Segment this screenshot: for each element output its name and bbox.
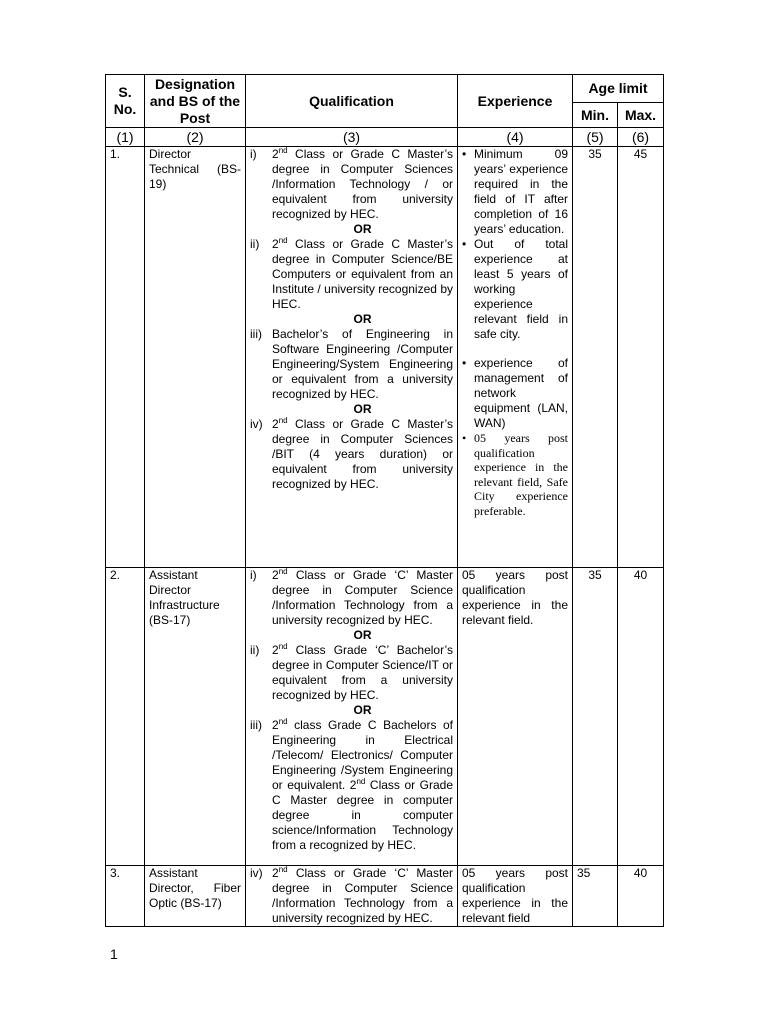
or-separator: OR: [353, 312, 372, 326]
column-number: (3): [246, 128, 458, 147]
or-separator: OR: [353, 703, 372, 717]
bullet-icon: •: [462, 356, 467, 370]
row-age-min: 35: [573, 866, 618, 927]
row-experience: [458, 147, 573, 568]
header-qualification: Qualification: [246, 75, 458, 128]
posts-table: [105, 74, 664, 927]
qualification-item: iii) Bachelor’s of Engineering in Software Engineering /Computer Engineering/System Engineering or equivalent from a university recognized by HEC.: [250, 327, 453, 401]
experience-item: • experience of management of network equipment (LAN, WAN): [462, 356, 568, 430]
row-qualification: [246, 568, 458, 866]
column-numbers-row: [106, 128, 664, 147]
row-experience: 05 years post qualification experience in the relevant field.: [458, 568, 573, 866]
experience-item: • Minimum 09 years’ experience required in the field of IT after completion of 16 years’ education.: [462, 147, 568, 236]
qualification-item: iv) 2nd Class or Grade ‘C’ Master degree in Computer Science /Information Technology from a university recognized by HEC.: [250, 865, 453, 925]
qualification-item: i) 2nd Class or Grade ‘C’ Master degree in Computer Science /Information Technology from a university recognized by HEC.: [250, 567, 453, 627]
row-designation: Assistant Director, Fiber Optic (BS-17): [145, 866, 246, 927]
qualification-item: ii) 2nd Class Grade ‘C’ Bachelor’s degree in Computer Science/IT or equivalent from a university recognized by HEC.: [250, 642, 453, 702]
table-row: [106, 568, 664, 866]
qualification-item: ii) 2nd Class or Grade C Master’s degree in Computer Science/BE Computers or equivalent from an Institute / university recognized by HEC.: [250, 236, 453, 311]
qualification-item: iv) 2nd Class or Grade C Master’s degree in Computer Sciences /BIT (4 years duration) or equivalent from university recognized by HEC.: [250, 416, 453, 491]
header-sno: S. No.: [106, 75, 145, 128]
or-separator: OR: [353, 402, 372, 416]
column-number: (2): [145, 128, 246, 147]
header-min: Min.: [573, 103, 618, 128]
row-sno: 1.: [106, 147, 145, 568]
table-row: [106, 147, 664, 568]
header-age-limit: Age limit: [573, 75, 664, 103]
bullet-icon: •: [462, 237, 467, 251]
experience-item: • Out of total experience at least 5 years of working experience relevant field in safe city.: [462, 237, 568, 341]
or-separator: OR: [353, 628, 372, 642]
header-max: Max.: [618, 103, 664, 128]
column-number: (5): [573, 128, 618, 147]
qualification-item: i) 2nd Class or Grade C Master’s degree in Computer Sciences /Information Technology / or equivalent from university recognized by HEC.: [250, 146, 453, 221]
column-number: (6): [618, 128, 664, 147]
row-experience: 05 years post qualification experience in the relevant field: [458, 866, 573, 927]
row-age-max: 40: [618, 866, 664, 927]
experience-item: • 05 years post qualification experience in the relevant field, Safe City experience preferable.: [462, 431, 568, 518]
column-number: (1): [106, 128, 145, 147]
row-qualification: [246, 866, 458, 927]
row-designation: Assistant Director Infrastructure (BS-17): [145, 568, 246, 866]
table-row: [106, 866, 664, 927]
header-designation: Designation and BS of the Post: [145, 75, 246, 128]
header-experience: Experience: [458, 75, 573, 128]
row-age-min: 35: [573, 147, 618, 568]
column-number: (4): [458, 128, 573, 147]
row-age-min: 35: [573, 568, 618, 866]
page-number: 1: [110, 946, 118, 962]
qualification-item: iii) 2nd class Grade C Bachelors of Engineering in Electrical /Telecom/ Electronics/ Computer Engineering /System Engineering or equivalent. 2nd Class or Grade C Master degree in computer degree in computer science/Information Technology from a recognized by HEC.: [250, 717, 454, 852]
row-qualification: [246, 147, 458, 568]
row-sno: 3.: [106, 866, 145, 927]
bullet-icon: •: [462, 431, 467, 445]
row-designation: Director Technical (BS-19): [145, 147, 246, 568]
or-separator: OR: [353, 222, 372, 236]
bullet-icon: •: [462, 147, 467, 161]
row-sno: 2.: [106, 568, 145, 866]
row-age-max: 40: [618, 568, 664, 866]
row-age-max: 45: [618, 147, 664, 568]
